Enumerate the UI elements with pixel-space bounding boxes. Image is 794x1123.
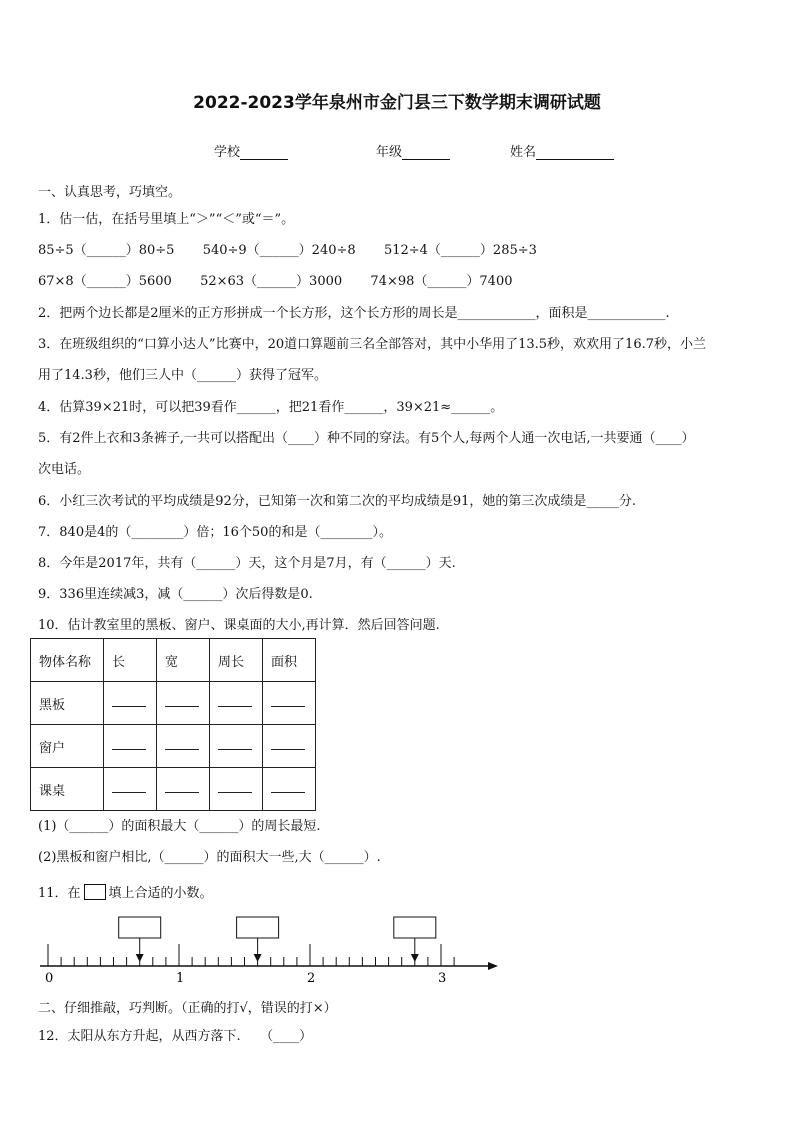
table-row (31, 768, 316, 811)
question-11 (38, 882, 213, 901)
answer-box[interactable] (237, 917, 279, 962)
table-header-cell: 宽 (157, 639, 210, 682)
answer-box-frame[interactable] (237, 917, 279, 938)
question-6: 6．小红三次考试的平均成绩是92分，已知第一次和第二次的平均成绩是91，她的第三次成绩是_____分. (38, 494, 636, 509)
question-8: 8．今年是2017年，共有（______）天，这个月是7月，有（______）天. (38, 556, 456, 571)
q1-item: 67×8（______）5600 (38, 274, 172, 289)
down-arrow-icon (254, 954, 262, 962)
question-3-line-2: 用了14.3秒，他们三人中（______）获得了冠军。 (38, 368, 327, 383)
name-label: 姓名 (510, 145, 537, 160)
tick-label: 0 (45, 971, 54, 986)
grade-field (376, 141, 450, 160)
q1-item: 512÷4（______）285÷3 (383, 243, 537, 258)
q1-item: 85÷5（______）80÷5 (38, 243, 175, 258)
arrow-head-icon (488, 962, 498, 970)
question-7: 7．840是4的（________）倍；16个50的和是（________）。 (38, 525, 392, 540)
table-row (31, 682, 316, 725)
answer-blank[interactable] (165, 782, 199, 793)
section-1-heading: 一、认真思考，巧填空。 (38, 185, 182, 200)
answer-blank[interactable] (271, 782, 305, 793)
question-10-sub-1: (1)（______）的面积最大（______）的周长最短. (38, 819, 321, 834)
answer-blank[interactable] (271, 696, 305, 707)
name-field (510, 141, 614, 160)
answer-blank[interactable] (112, 739, 146, 750)
question-1-row-2 (38, 270, 512, 289)
table-header-cell: 物体名称 (31, 639, 104, 682)
q1-item: 74×98（______）7400 (370, 274, 513, 289)
q1-item: 540÷9（______）240÷8 (202, 243, 356, 258)
question-4: 4．估算39×21时，可以把39看作______，把21看作______，39×21≈______。 (38, 400, 504, 415)
answer-box[interactable] (394, 917, 436, 962)
answer-blank[interactable] (218, 739, 252, 750)
table-row-label: 课桌 (31, 768, 104, 811)
grade-blank[interactable] (402, 146, 450, 160)
school-field (214, 141, 288, 160)
table-header-cell: 面积 (263, 639, 316, 682)
table-header-cell: 周长 (210, 639, 263, 682)
question-10: 10．估计教室里的黑板、窗户、课桌面的大小,再计算．然后回答问题. (38, 618, 440, 633)
q11-prefix: 11．在 (38, 886, 81, 901)
answer-blank[interactable] (165, 696, 199, 707)
answer-box-frame[interactable] (394, 917, 436, 938)
q1-item: 52×63（______）3000 (200, 274, 343, 289)
table-header-cell: 长 (104, 639, 157, 682)
question-5-line-2: 次电话。 (38, 462, 91, 477)
answer-blank[interactable] (112, 696, 146, 707)
school-label: 学校 (214, 145, 241, 160)
answer-blank[interactable] (165, 739, 199, 750)
answer-blank[interactable] (271, 739, 305, 750)
answer-blank[interactable] (218, 696, 252, 707)
name-blank[interactable] (536, 146, 614, 160)
table-row (31, 725, 316, 768)
tick-label: 3 (438, 971, 447, 986)
down-arrow-icon (136, 954, 144, 962)
question-5-line-1: 5．有2件上衣和3条裤子,一共可以搭配出（____）种不同的穿法。有5个人,每两个人通一次电话,一共要通（____） (38, 431, 695, 446)
question-10-sub-2: (2)黑板和窗户相比,（______）的面积大一些,大（______）. (38, 850, 381, 865)
table-row-label: 窗户 (31, 725, 104, 768)
question-3-line-1: 3．在班级组织的“口算小达人”比赛中，20道口算题前三名全部答对，其中小华用了13.5秒，欢欢用了16.7秒，小兰 (38, 337, 706, 352)
question-9: 9．336里连续减3，减（______）次后得数是0. (38, 587, 313, 602)
page-title: 2022-2023学年泉州市金门县三下数学期末调研试题 (193, 93, 601, 113)
section-2-heading: 二、仔细推敲，巧判断。（正确的打√，错误的打×） (38, 1001, 337, 1016)
answer-box-frame[interactable] (119, 917, 161, 938)
answer-blank[interactable] (112, 782, 146, 793)
estimate-table (30, 638, 316, 811)
question-1: 1．估一估，在括号里填上“＞”“＜”或“＝”。 (38, 212, 295, 227)
down-arrow-icon (411, 954, 419, 962)
grade-label: 年级 (376, 145, 403, 160)
question-2: 2．把两个边长都是2厘米的正方形拼成一个长方形，这个长方形的周长是____________，面积是____________. (38, 306, 670, 321)
tick-label: 1 (176, 971, 185, 986)
answer-box[interactable] (119, 917, 161, 962)
question-12: 12．太阳从东方升起，从西方落下. （____） (38, 1029, 313, 1044)
school-blank[interactable] (240, 146, 288, 160)
empty-box-icon (84, 884, 106, 900)
answer-blank[interactable] (218, 782, 252, 793)
table-header-row (31, 639, 316, 682)
q11-suffix: 填上合适的小数。 (108, 886, 213, 901)
table-row-label: 黑板 (31, 682, 104, 725)
number-line (36, 912, 506, 987)
question-1-row-1 (38, 239, 537, 258)
tick-label: 2 (307, 971, 316, 986)
